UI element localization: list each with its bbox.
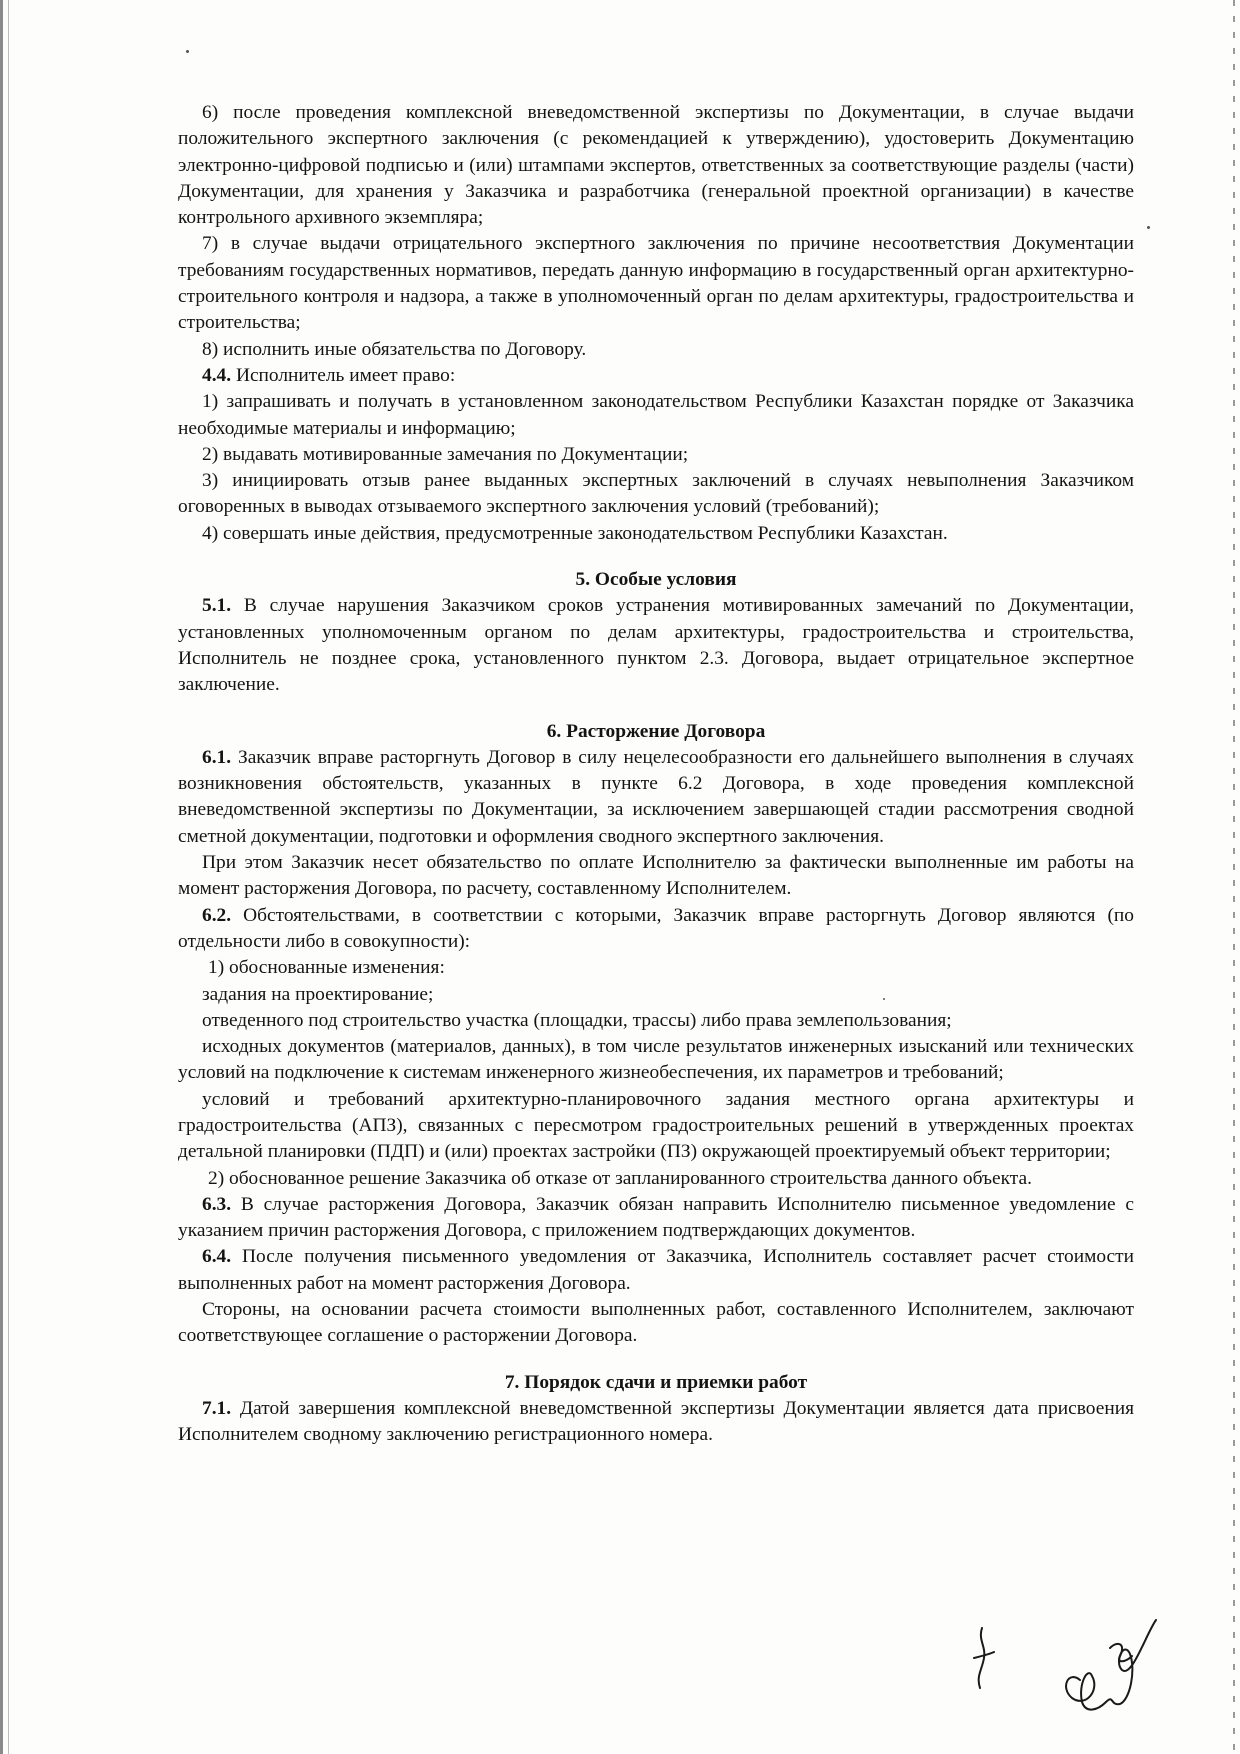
circumstance-item: отведенного под строительство участка (площадки, трассы) либо права землепользования; <box>202 1009 952 1031</box>
clause-number: 6.3. <box>202 1193 232 1215</box>
clause-text: После получения письменного уведомления от Заказчика, Исполнитель составляет расчет стоимости выполненных работ на момент расторжения Договора. <box>178 1246 1134 1294</box>
circumstance-item: задания на проектирование; <box>202 983 434 1005</box>
section-7-heading: 7. Порядок сдачи и приемки работ <box>504 1371 808 1393</box>
clause-text: Датой завершения комплексной вневедомственной экспертизы Документации является дата присвоения Исполнителем сводному заключению регистрационного номера. <box>178 1397 1134 1446</box>
clause-6-1-continuation: При этом Заказчик несет обязательство по оплате Исполнителю за фактически выполненные им работы на момент расторжения Договора, по расчету, составленному Исполнителем. <box>178 852 1134 900</box>
clause-number: 6.2. <box>202 904 232 926</box>
right-item-3: 3) инициировать отзыв ранее выданных экспертных заключений в случаях невыполнения Заказчиком оговоренных в выводах отзываемого экспертного заключения условий (требований); <box>178 470 1134 518</box>
clause-number: 5.1. <box>202 595 232 617</box>
obligation-item-6: 6) после проведения комплексной вневедомственной экспертизы по Документации, в случае выдачи положительного экспертного заключения (с рекомендацией к утверждению), удостоверить Документацию электронно-цифровой подписью и (или) штампами экспертов, ответственных за соответствующие разделы (части) Документации, для хранения у Заказчика и разработчика (генеральной проектной организации) в качестве контрольного архивного экземпляра; <box>178 102 1134 229</box>
clause-number: 4.4. <box>202 364 232 386</box>
clause-text: Обстоятельствами, в соответствии с которыми, Заказчик вправе расторгнуть Договор являются (по отдельности либо в совокупности): <box>178 904 1134 952</box>
circumstance-item: условий и требований архитектурно-планировочного задания местного органа архитектуры и градостроительства (АПЗ), связанных с пересмотром градостроительных решений в утвержденных проектах детальной планировки (ПДП) и (или) проектах застройки (ПЗ) окружающей проектируемый объект территории; <box>178 1088 1134 1163</box>
section-5-heading: 5. Особые условия <box>575 569 737 591</box>
clause-6-3 <box>178 1192 1134 1245</box>
right-item-1: 1) запрашивать и получать в установленном законодательством Республики Казахстан порядке от Заказчика необходимые материалы и информацию; <box>178 391 1134 439</box>
clause-number: 6.1. <box>202 746 232 768</box>
circumstance-item: 1) обоснованные изменения: <box>208 957 445 979</box>
clause-number: 6.4. <box>202 1246 232 1268</box>
scan-speck <box>186 50 189 53</box>
clause-6-2 <box>178 903 1134 956</box>
scan-edge-left-line <box>8 0 9 1754</box>
clause-5-1 <box>178 593 1134 698</box>
circumstance-item: исходных документов (материалов, данных), в том числе результатов инженерных изысканий или технических условий на подключение к системам инженерного жизнеобеспечения, их параметров и требований; <box>178 1036 1134 1084</box>
obligation-item-7: 7) в случае выдачи отрицательного экспертного заключения по причине несоответствия Документации требованиям государственных нормативов, передать данную информацию в государственный орган архитектурно-строительного контроля и надзора, а также в уполномоченный орган по делам архитектуры, градостроительства и строительства; <box>178 233 1134 334</box>
clause-6-4-continuation: Стороны, на основании расчета стоимости выполненных работ, составленного Исполнителем, заключают соответствующее соглашение о расторжении Договора. <box>178 1299 1134 1347</box>
clause-6-1 <box>178 745 1134 850</box>
right-item-2: 2) выдавать мотивированные замечания по Документации; <box>202 443 689 465</box>
clause-number: 7.1. <box>202 1397 232 1419</box>
scan-edge-right <box>1233 0 1235 1754</box>
clause-text: В случае нарушения Заказчиком сроков устранения мотивированных замечаний по Документации, установленных уполномоченным органом по делам архитектуры, градостроительства и строительства, Исполнитель не позднее срока, установленного пунктом 2.3. Договора, выдает отрицательное экспертное заключение. <box>178 595 1134 696</box>
clause-text: Заказчик вправе расторгнуть Договор в силу нецелесообразности его дальнейшего выполнения в случаях возникновения обстоятельств, указанных в пункте 6.2 Договора, в ходе проведения комплексной вневедомственной экспертизы по Документации, за исключением завершающей стадии рассмотрения сводной сметной документации, подготовки и оформления сводного экспертного заключения. <box>178 746 1134 847</box>
signature-stroke <box>1066 1620 1156 1710</box>
scan-edge-left <box>0 0 3 1754</box>
scan-speck <box>1147 226 1150 229</box>
section-6-heading: 6. Расторжение Договора <box>546 720 766 742</box>
circumstance-item: 2) обоснованное решение Заказчика об отказе от запланированного строительства данного объекта. <box>208 1167 1032 1189</box>
obligation-item-8: 8) исполнить иные обязательства по Договору. <box>202 338 587 360</box>
clause-text: В случае расторжения Договора, Заказчик обязан направить Исполнителю письменное уведомление с указанием причин расторжения Договора, с приложением подтверждающих документов. <box>178 1193 1134 1242</box>
clause-4-4 <box>178 363 1134 389</box>
clause-7-1 <box>178 1396 1134 1449</box>
handwritten-signatures <box>960 1610 1160 1730</box>
document-body <box>178 100 1134 1449</box>
clause-6-4 <box>178 1244 1134 1297</box>
initial-mark <box>974 1628 994 1688</box>
clause-text: Исполнитель имеет право: <box>231 364 456 386</box>
right-item-4: 4) совершать иные действия, предусмотренные законодательством Республики Казахстан. <box>202 522 948 544</box>
